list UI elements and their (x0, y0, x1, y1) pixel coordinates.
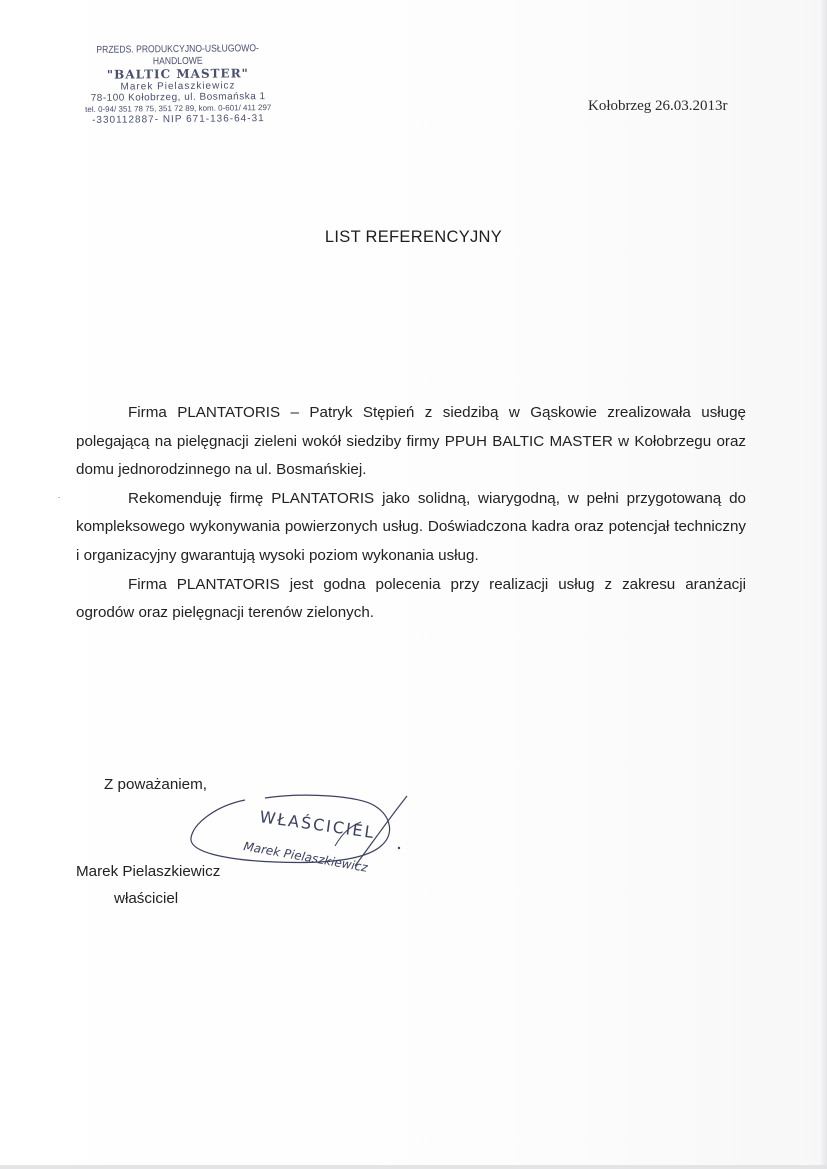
signature-stamp-name: Marek Pielaszkiewicz (242, 839, 369, 875)
stamp-line-company-name: "BALTIC MASTER" (106, 66, 249, 82)
paragraph-1: Firma PLANTATORIS – Patryk Stępień z siedzibą w Gąskowie zrealizowała usługę polegającą na pielęgnacji zieleni wokół siedziby firmy PPUH BALTIC MASTER w Kołobrzegu oraz domu jednorodzinnego na ul. Bosmańskiej. (76, 404, 746, 479)
signature-stamp (185, 776, 425, 886)
signer-name: Marek Pielaszkiewicz (76, 863, 221, 880)
page-edge-shadow (821, 0, 827, 1169)
company-stamp (62, 43, 295, 126)
letter-body (76, 399, 746, 628)
stamp-line-company-type: PRZEDS. PRODUKCYJNO-USŁUGOWO-HANDLOWE (96, 43, 259, 68)
stamp-line-nip: -330112887- NIP 671-136-64-31 (92, 113, 265, 126)
closing-salutation: Z poważaniem, (104, 776, 207, 793)
scan-speck (58, 497, 60, 498)
paragraph-2: Rekomenduję firmę PLANTATORIS jako solidną, wiarygodną, w pełni przygotowaną do kompleksowego wykonywania powierzonych usług. Doświadczona kadra oraz potencjał techniczny i organizacyjny gwarantują wysoki poziom wykonania usług. (76, 489, 746, 564)
stamp-line-owner: Marek Pielaszkiewicz (120, 80, 236, 93)
signature-stamp-role: WŁAŚCICIEL (258, 807, 377, 843)
page-bottom-edge (0, 1165, 827, 1169)
signature-dot (398, 847, 400, 849)
letter-date: Kołobrzeg 26.03.2013r (588, 98, 728, 114)
paragraph-3: Firma PLANTATORIS jest godna polecenia przy realizacji usług z zakresu aranżacji ogrodów oraz pielęgnacji terenów zielonych. (76, 575, 746, 622)
letter-title: LIST REFERENCYJNY (324, 228, 503, 246)
stamp-line-phone: tel. 0-94/ 351 78 75, 351 72 89, kom. 0-601/ 411 297 (85, 103, 272, 114)
signer-role: właściciel (114, 890, 179, 907)
stamp-line-address: 78-100 Kołobrzeg, ul. Bosmańska 1 (90, 91, 266, 104)
